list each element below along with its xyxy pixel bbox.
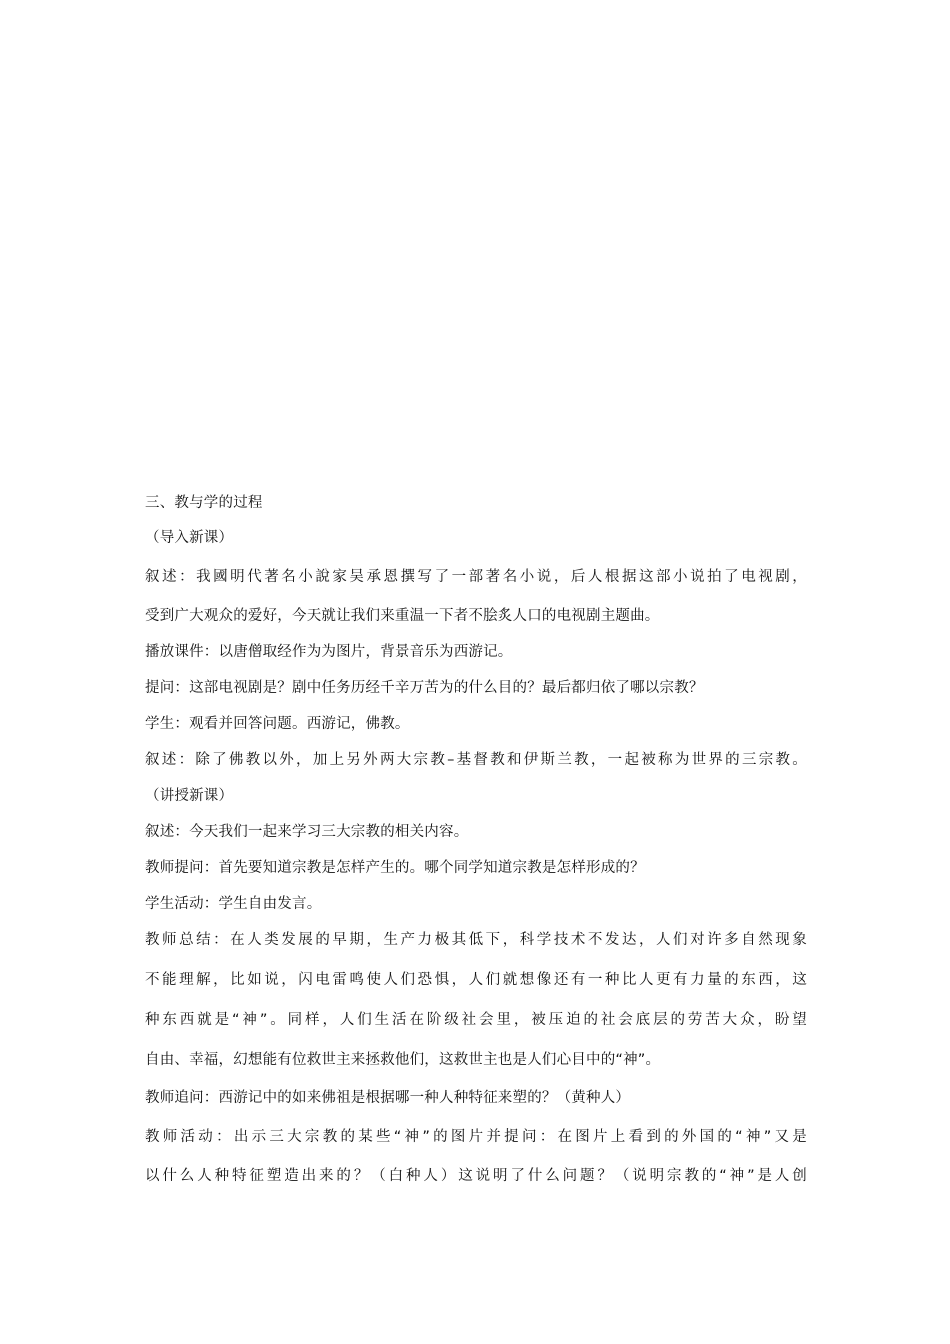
text-line: 学生活动：学生自由发言。 bbox=[145, 896, 322, 912]
text-line: （讲授新课） bbox=[145, 788, 234, 804]
text-line: 教师提问：首先要知道宗教是怎样产生的。哪个同学知道宗教是怎样形成的？ bbox=[145, 860, 645, 876]
text-line: 不能理解，比如说，闪电雷鸣使人们恐惧，人们就想像还有一种比人更有力量的东西，这 bbox=[145, 972, 807, 988]
text-line: 自由、幸福，幻想能有位救世主来拯救他们，这救世主也是人们心目中的“神”。 bbox=[145, 1052, 661, 1068]
text-line: 教师活动：出示三大宗教的某些“神”的图片并提问：在图片上看到的外国的“神”又是 bbox=[145, 1129, 807, 1145]
text-line: 播放课件：以唐僧取经作为为图片，背景音乐为西游记。 bbox=[145, 644, 513, 660]
text-line: 以什么人种特征塑造出来的？（白种人）这说明了什么问题？（说明宗教的“神”是人创 bbox=[145, 1168, 807, 1184]
text-line: 叙述：除了佛教以外，加上另外两大宗教–基督教和伊斯兰教，一起被称为世界的三宗教。 bbox=[145, 752, 807, 768]
text-line: 叙述：我國明代著名小說家吴承恩撰写了一部著名小说，后人根据这部小说拍了电视剧， bbox=[145, 569, 807, 585]
section-heading: 三、教与学的过程 bbox=[145, 495, 263, 511]
text-line: 教师追问：西游记中的如来佛祖是根据哪一种人种特征来塑的？（黄种人） bbox=[145, 1090, 631, 1106]
text-line: （导入新课） bbox=[145, 530, 234, 546]
text-line: 教师总结：在人类发展的早期，生产力极其低下，科学技术不发达，人们对许多自然现象 bbox=[145, 932, 807, 948]
text-line: 种东西就是“神”。同样，人们生活在阶级社会里，被压迫的社会底层的劳苦大众，盼望 bbox=[145, 1012, 807, 1028]
text-line: 受到广大观众的爱好，今天就让我们来重温一下者不脍炙人口的电视剧主题曲。 bbox=[145, 608, 660, 624]
text-line: 学生：观看并回答问题。西游记，佛教。 bbox=[145, 716, 410, 732]
text-line: 叙述：今天我们一起来学习三大宗教的相关内容。 bbox=[145, 824, 469, 840]
text-line: 提问：这部电视剧是？剧中任务历经千辛万苦为的什么目的？最后都归依了哪以宗教？ bbox=[145, 680, 704, 696]
